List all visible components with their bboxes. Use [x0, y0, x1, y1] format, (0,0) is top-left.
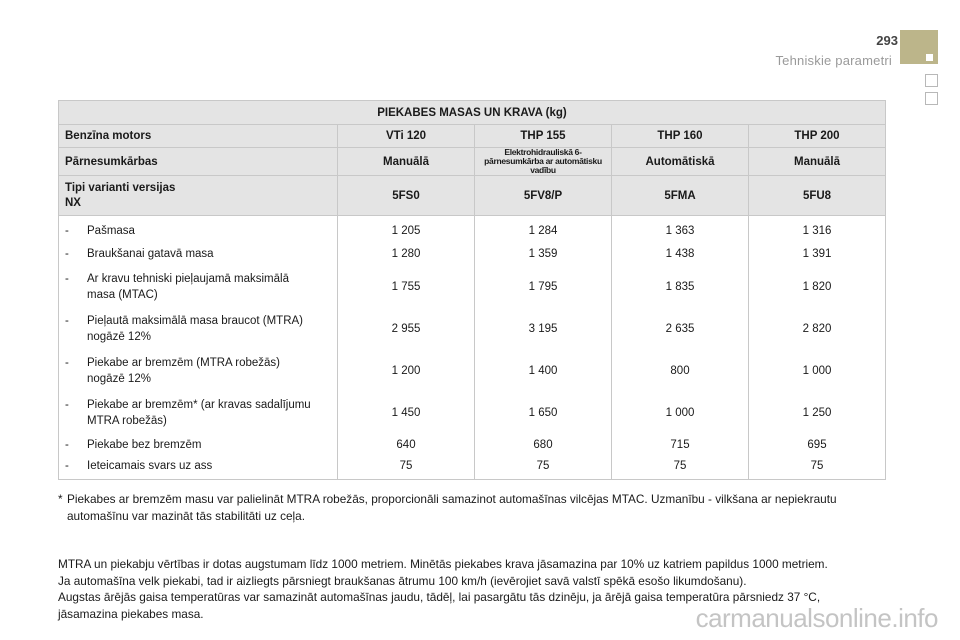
- row-value: 75: [612, 456, 749, 480]
- row-value: 1 820: [749, 266, 886, 308]
- row-value: 640: [338, 434, 475, 456]
- row-value: 680: [475, 434, 612, 456]
- row-label: Ar kravu tehniski pieļaujamā maksimālā: [87, 272, 289, 285]
- engine-cell: THP 200: [749, 125, 886, 148]
- paragraph-line: MTRA un piekabju vērtības ir dotas augstumam līdz 1000 metriem. Minētās piekabes krava jāsamazina par 10% uz katriem papildus 1000 metriem.: [58, 557, 828, 571]
- table-row: - Braukšanai gatavā masa 1 280 1 359 1 438 1 391: [59, 242, 886, 266]
- engine-label: Benzīna motors: [59, 125, 338, 148]
- row-value: 75: [475, 456, 612, 480]
- row-value: 75: [338, 456, 475, 480]
- footnote: [58, 491, 898, 525]
- gearbox-cell: Automātiskā: [612, 148, 749, 176]
- variant-cell: 5FMA: [612, 176, 749, 216]
- row-value: 715: [612, 434, 749, 456]
- row-label: Pašmasa: [87, 224, 135, 237]
- row-value: 1 000: [612, 392, 749, 434]
- row-value: 2 955: [338, 308, 475, 350]
- gearbox-cell-text: Elektrohidrauliskā 6-pārnesumkārba ar automātisku vadību: [484, 147, 602, 175]
- table-row: - Piekabe bez bremzēm 640 680 715 695: [59, 434, 886, 456]
- row-value: 1 284: [475, 216, 612, 242]
- trailer-weights-table: [58, 100, 886, 480]
- row-value: 1 795: [475, 266, 612, 308]
- watermark: carmanualsonline.info: [695, 603, 938, 633]
- row-value: 695: [749, 434, 886, 456]
- row-label: Piekabe ar bremzēm (MTRA robežās): [87, 356, 281, 369]
- table-row: - Piekabe ar bremzēm* (ar kravas sadalījumu MTRA robežās) 1 450 1 650 1 000 1 250: [59, 392, 886, 434]
- row-label-cont: nogāzē 12%: [87, 330, 151, 343]
- section-tab-indicator: [900, 30, 938, 64]
- row-label: Braukšanai gatavā masa: [87, 247, 214, 260]
- section-tab-square-1: [925, 74, 938, 87]
- row-value: 2 635: [612, 308, 749, 350]
- row-label-cont: nogāzē 12%: [87, 372, 151, 385]
- page-number: 293: [876, 33, 898, 48]
- footnote-star: *: [58, 492, 63, 506]
- row-value: 1 650: [475, 392, 612, 434]
- row-label: Ieteicamais svars uz ass: [87, 459, 213, 472]
- row-value: 1 359: [475, 242, 612, 266]
- row-value: 1 000: [749, 350, 886, 392]
- row-value: 1 316: [749, 216, 886, 242]
- paragraph-line: jāsamazina piekabes masa.: [58, 606, 204, 621]
- table-row: - Pašmasa 1 205 1 284 1 363 1 316: [59, 216, 886, 242]
- variant-cell: 5FV8/P: [475, 176, 612, 216]
- gearbox-label: Pārnesumkārbas: [59, 148, 338, 176]
- section-tab-square-2: [925, 92, 938, 105]
- variant-cell: 5FS0: [338, 176, 475, 216]
- engine-cell: THP 160: [612, 125, 749, 148]
- row-value: 1 755: [338, 266, 475, 308]
- gearbox-cell: Manuālā: [338, 148, 475, 176]
- row-value: 1 450: [338, 392, 475, 434]
- row-value: 1 363: [612, 216, 749, 242]
- paragraph-line: Ja automašīna velk piekabi, tad ir aizliegts pārsniegt braukšanas ātrumu 100 km/h (ievērojiet savā valstī spēkā esošo likumdošanu).: [58, 573, 747, 588]
- section-title: Tehniskie parametri: [775, 53, 892, 68]
- table-title: PIEKABES MASAS UN KRAVA (kg): [59, 101, 886, 125]
- row-value: 1 391: [749, 242, 886, 266]
- row-value: 2 820: [749, 308, 886, 350]
- table-row: - Pieļautā maksimālā masa braucot (MTRA) nogāzē 12% 2 955 3 195 2 635 2 820: [59, 308, 886, 350]
- footnote-text: Piekabes ar bremzēm masu var palielināt MTRA robežās, proporcionāli samazinot automašīnas vilcējas MTAC. Uzmanību - vilkšana ar nepiekrautu automašīnu var mazināt tās stabilitāti uz ceļa.: [67, 492, 837, 523]
- table-row: - Ar kravu tehniski pieļaujamā maksimālā masa (MTAC) 1 755 1 795 1 835 1 820: [59, 266, 886, 308]
- row-value: 3 195: [475, 308, 612, 350]
- row-value: 1 438: [612, 242, 749, 266]
- row-value: 75: [749, 456, 886, 480]
- row-value: 1 205: [338, 216, 475, 242]
- row-label-cont: MTRA robežās): [87, 414, 167, 427]
- variants-label-line1: Tipi varianti versijas: [65, 181, 176, 194]
- row-value: 1 400: [475, 350, 612, 392]
- active-tab-marker: [926, 54, 933, 61]
- table-row: - Ieteicamais svars uz ass 75 75 75 75: [59, 456, 886, 480]
- variants-label-line2: NX: [65, 196, 81, 209]
- row-label-cont: masa (MTAC): [87, 288, 158, 301]
- row-label: Piekabe ar bremzēm* (ar kravas sadalījumu: [87, 398, 311, 411]
- engine-cell: THP 155: [475, 125, 612, 148]
- row-label: Pieļautā maksimālā masa braucot (MTRA): [87, 314, 304, 327]
- row-value: 1 835: [612, 266, 749, 308]
- gearbox-cell: Manuālā: [749, 148, 886, 176]
- row-value: 1 250: [749, 392, 886, 434]
- row-value: 1 280: [338, 242, 475, 266]
- variants-label: [59, 176, 338, 216]
- engine-cell: VTi 120: [338, 125, 475, 148]
- variant-cell: 5FU8: [749, 176, 886, 216]
- paragraph-line: Augstas ārējās gaisa temperatūras var samazināt automašīnas jaudu, tādēļ, lai pasargātu tās dzinēju, ja ārējā gaisa temperatūra pārsniedz 37 °C,: [58, 590, 821, 604]
- row-label: Piekabe bez bremzēm: [87, 438, 202, 451]
- gearbox-cell-small: [475, 148, 612, 176]
- row-value: 1 200: [338, 350, 475, 392]
- row-value: 800: [612, 350, 749, 392]
- table-row: - Piekabe ar bremzēm (MTRA robežās) nogāzē 12% 1 200 1 400 800 1 000: [59, 350, 886, 392]
